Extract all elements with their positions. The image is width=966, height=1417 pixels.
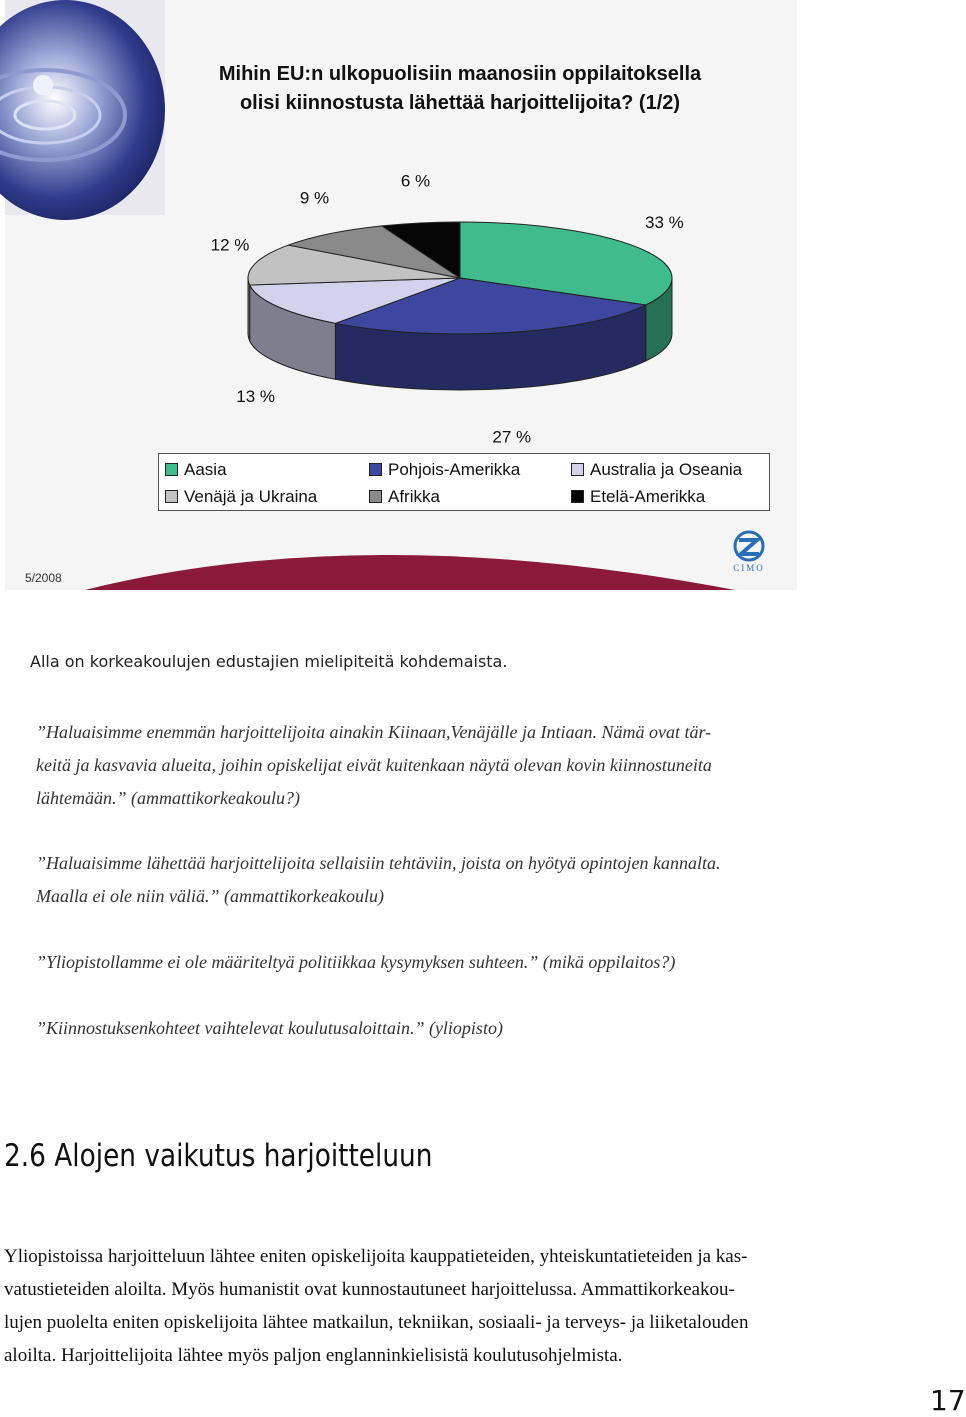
legend-item (369, 460, 520, 480)
legend-swatch (369, 463, 382, 476)
quote-line: ”Kiinnostuksenkohteet vaihtelevat koulutusaloittain.” (yliopisto) (36, 1018, 503, 1038)
chart-title: Mihin EU:n ulkopuolisiin maanosiin oppilaitoksella olisi kiinnostusta lähettää harjoittelijoita? (1/2) (218, 63, 702, 114)
quote-line: ”Haluaisimme lähettää harjoittelijoita sellaisiin tehtäviin, joista on hyötyä opintojen kannalta. (36, 853, 721, 873)
footer-wave (5, 520, 797, 590)
pie-chart (5, 0, 797, 450)
cimo-logo (727, 530, 771, 574)
legend-swatch (165, 490, 178, 503)
quote-1 (36, 716, 806, 815)
body-line: lujen puolelta eniten opiskelijoita lähtee matkailun, tekniikan, sosiaali- ja terveys- ja liiketalouden (4, 1312, 749, 1333)
intro-text: Alla on korkeakoulujen edustajien mielipiteitä kohdemaista. (30, 652, 508, 671)
pie-label-3: 12 % (210, 235, 250, 255)
legend-item (571, 460, 742, 480)
legend-label: Pohjois-Amerikka (388, 460, 521, 479)
quote-line: lähtemään.” (ammattikorkeakoulu?) (36, 788, 300, 808)
legend-swatch (369, 490, 382, 503)
legend (158, 453, 770, 511)
quote-2 (36, 847, 806, 913)
legend-swatch (571, 490, 584, 503)
pie-label-1: 27 % (492, 427, 532, 447)
legend-item (369, 487, 440, 507)
quote-line: Maalla ei ole niin väliä.” (ammattikorkeakoulu) (36, 886, 384, 906)
slide (5, 0, 797, 590)
legend-item (165, 460, 227, 480)
pie-label-4: 9 % (299, 188, 330, 208)
quote-3 (36, 946, 806, 979)
legend-swatch (571, 463, 584, 476)
quote-line: keitä ja kasvavia alueita, joihin opiskelijat eivät kuitenkaan näytä olevan kovin kiinnostuneita (36, 755, 712, 775)
quote-4 (36, 1012, 806, 1045)
quote-line: ”Haluaisimme enemmän harjoittelijoita ainakin Kiinaan,Venäjälle ja Intiaan. Nämä ovat tär- (36, 722, 712, 742)
logo-text: CIMO (733, 563, 765, 573)
legend-label: Venäjä ja Ukraina (184, 487, 318, 506)
pie-label-2: 13 % (236, 387, 276, 407)
legend-label: Aasia (184, 460, 227, 479)
pie-slice-side-3 (248, 278, 250, 341)
body-line: vatustieteiden aloilta. Myös humanistit ovat kunnostautuneet harjoittelussa. Ammattikorkeakou- (4, 1279, 735, 1300)
body-line: Yliopistoissa harjoitteluun lähtee eniten opiskelijoita kauppatieteiden, yhteiskuntatieteiden ja kas- (4, 1246, 748, 1267)
page-number: 17 (930, 1384, 966, 1417)
footer-date: 5/2008 (25, 571, 62, 585)
body-paragraph (4, 1240, 824, 1372)
legend-label: Australia ja Oseania (590, 460, 743, 479)
legend-swatch (165, 463, 178, 476)
body-line: aloilta. Harjoittelijoita lähtee myös paljon englanninkielisistä koulutusohjelmista. (4, 1345, 623, 1366)
section-title: 2.6 Alojen vaikutus harjoitteluun (4, 1138, 433, 1174)
pie-label-0: 33 % (644, 212, 684, 232)
pie-label-5: 6 % (400, 171, 431, 191)
legend-label: Afrikka (388, 487, 440, 506)
legend-label: Etelä-Amerikka (590, 487, 706, 506)
quote-line: ”Yliopistollamme ei ole määriteltyä politiikkaa kysymyksen suhteen.” (mikä oppilaitos?) (36, 952, 676, 972)
pie-top-faces (248, 222, 672, 334)
legend-item (165, 487, 317, 507)
legend-item (571, 487, 705, 507)
